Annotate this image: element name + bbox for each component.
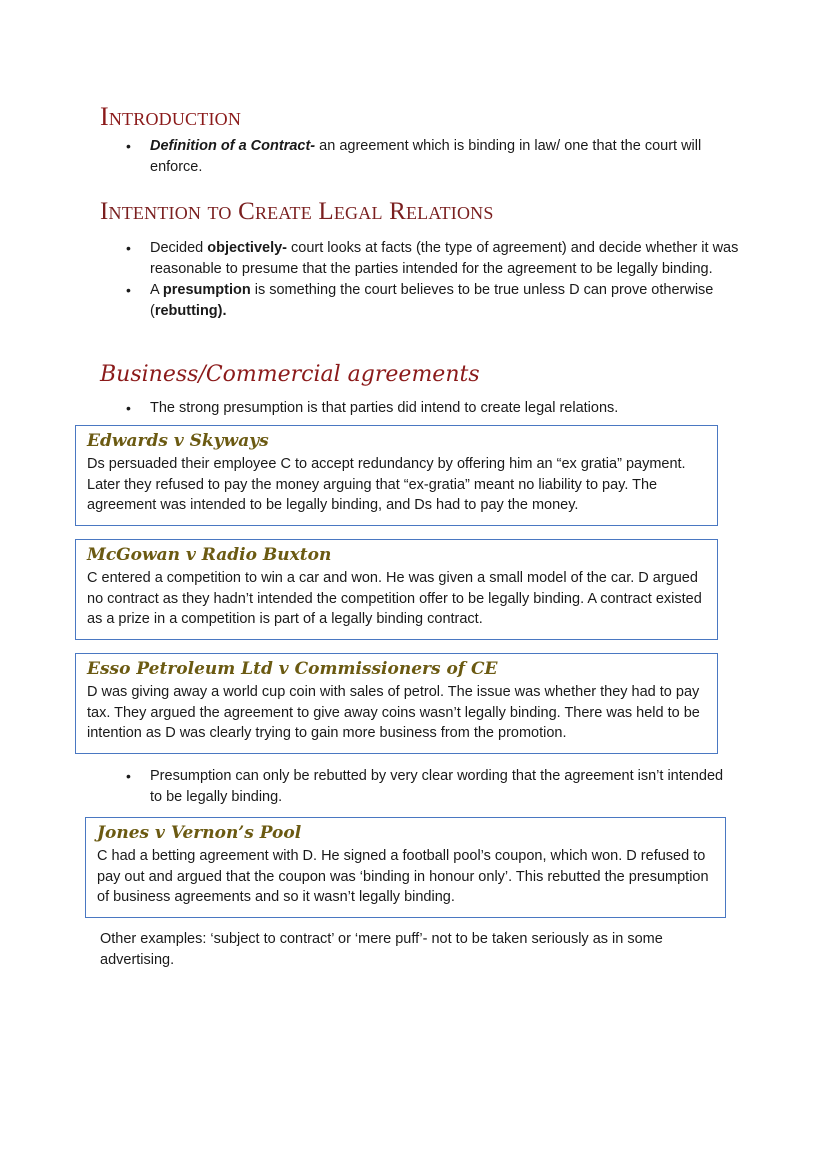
text-run: Decided bbox=[150, 240, 208, 256]
bold-term: objectively- bbox=[207, 240, 288, 256]
case-body: D was giving away a world cup coin with sales of petrol. The issue was whether they had to pay tax. They argued the agreement to give away coins wasn’t legally binding. There was held to be intention as D was clearly trying to gain more business from the promotion. bbox=[87, 684, 700, 741]
case-box-edwards bbox=[75, 425, 718, 526]
business-bullets bbox=[124, 398, 744, 419]
list-item bbox=[124, 238, 744, 279]
rebuttal-bullets bbox=[124, 766, 724, 807]
text-run: is something the court believes to be true unless D can prove otherwise ( bbox=[150, 282, 714, 319]
bullet-icon: • bbox=[126, 240, 131, 256]
case-body: C had a betting agreement with D. He signed a football pool’s coupon, which won. D refused to pay out and argued that the coupon was ‘binding in honour only’. This rebutted the presumption of business agreements and so it wasn’t legally binding. bbox=[97, 848, 709, 905]
definition-text: an agreement which is binding in law/ one that the court will enforce. bbox=[150, 138, 702, 175]
case-title: Edwards v Skyways bbox=[87, 431, 269, 451]
bold-term: presumption bbox=[162, 282, 251, 298]
list-item bbox=[124, 766, 724, 807]
case-title: McGowan v Radio Buxton bbox=[87, 545, 332, 565]
definition-term: Definition of a Contract- bbox=[150, 138, 316, 154]
bullet-icon: • bbox=[126, 282, 131, 298]
case-box-esso bbox=[75, 653, 718, 754]
bullet-icon: • bbox=[126, 138, 131, 154]
list-item bbox=[124, 136, 724, 177]
list-item bbox=[124, 280, 744, 321]
list-item bbox=[124, 398, 744, 419]
other-examples: Other examples: ‘subject to contract’ or ‘mere puff’- not to be taken seriously as in some advertising. bbox=[100, 931, 663, 968]
case-box-jones bbox=[85, 817, 726, 918]
case-title: Jones v Vernon’s Pool bbox=[97, 823, 302, 843]
business-heading: Business/Commercial agreements bbox=[100, 362, 480, 387]
text-run: The strong presumption is that parties did intend to create legal relations. bbox=[150, 400, 619, 416]
text-run: Presumption can only be rebutted by very clear wording that the agreement isn’t intended to be legally binding. bbox=[150, 768, 724, 805]
text-run: court looks at facts (the type of agreement) and decide whether it was reasonable to presume that the parties intended for the agreement to be legally binding. bbox=[150, 240, 739, 277]
bullet-icon: • bbox=[126, 400, 131, 416]
bullet-icon: • bbox=[126, 768, 131, 784]
case-box-mcgowan bbox=[75, 539, 718, 640]
case-title: Esso Petroleum Ltd v Commissioners of CE bbox=[87, 659, 498, 679]
case-body: Ds persuaded their employee C to accept redundancy by offering him an “ex gratia” payment. Later they refused to pay the money arguing that “ex-gratia” meant no liability to pay. The agreement was intended to be legally binding, and Ds had to pay the money. bbox=[87, 456, 686, 513]
introduction-heading: Introduction bbox=[100, 102, 242, 131]
introduction-bullets bbox=[124, 136, 724, 177]
itcl-bullets bbox=[124, 238, 744, 321]
itcl-heading: Intention to Create Legal Relations bbox=[100, 198, 494, 225]
bold-term: rebutting). bbox=[154, 302, 227, 319]
text-run: A bbox=[150, 282, 163, 298]
case-body: C entered a competition to win a car and won. He was given a small model of the car. D argued no contract as they hadn’t intended the competition offer to be legally binding. A contract existed as a prize in a competition is part of a legally binding contract. bbox=[87, 570, 702, 627]
